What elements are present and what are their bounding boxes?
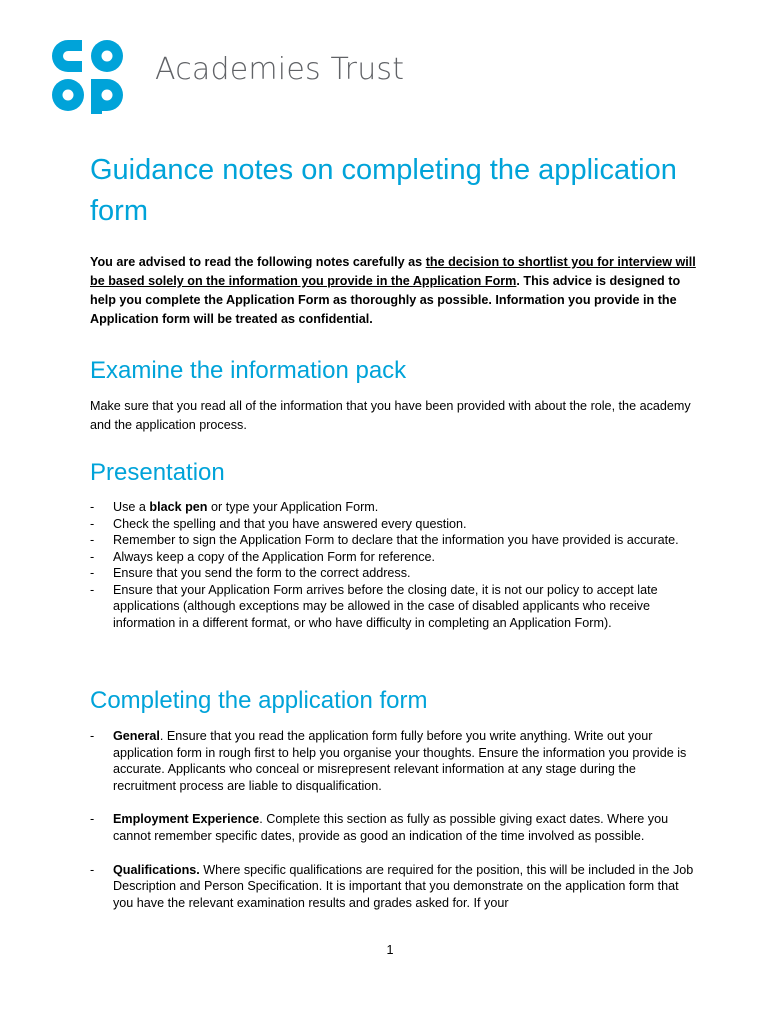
- list-dash: -: [90, 500, 95, 514]
- brand-name: Academies Trust: [155, 52, 405, 87]
- list-dash: -: [90, 729, 95, 743]
- list-dash: -: [90, 582, 95, 597]
- list-text: Remember to sign the Application Form to declare that the information you have provided is accurate.: [113, 533, 679, 547]
- list-dash: -: [90, 862, 95, 877]
- list-text: Always keep a copy of the Application Form for reference.: [113, 549, 436, 564]
- list-dash: -: [90, 812, 95, 827]
- list-bold-text: Employment Experience: [113, 812, 260, 827]
- list-item: [90, 499, 700, 516]
- list-text: Use a: [113, 500, 150, 514]
- list-item: [90, 549, 700, 566]
- list-text: or type your Application Form.: [207, 500, 379, 514]
- list-text: . Complete this section as fully as possible giving exact dates. Where you cannot remember specific dates, provide as good an indication of the time involved as possible.: [113, 812, 669, 843]
- list-item: [90, 862, 700, 912]
- section-heading-info-pack: Examine the information pack: [90, 357, 407, 384]
- completing-list: [90, 728, 700, 928]
- intro-text-1: You are advised to read the following notes carefully as: [90, 255, 426, 269]
- list-dash: -: [90, 549, 95, 564]
- list-item: [90, 811, 700, 844]
- list-text: Ensure that your Application Form arrives before the closing date, it is not our policy to accept late applications (although exceptions may be allowed in the case of disabled applicants who receive information in a different format, or who have difficulty in completing an Application Form).: [113, 582, 658, 630]
- intro-text-2: . This advice is designed to help you complete the Application Form as thoroughly as possible. Information you provide in the Application form will be treated as confidential.: [90, 274, 681, 326]
- list-item: [90, 532, 700, 549]
- presentation-list: [90, 499, 700, 631]
- info-pack-paragraph: Make sure that you read all of the information that you have been provided with about the role, the academy and the application process.: [90, 399, 691, 432]
- list-text: Check the spelling and that you have answered every question.: [113, 516, 467, 531]
- list-dash: -: [90, 533, 95, 547]
- intro-paragraph: [90, 253, 700, 329]
- list-item: [90, 728, 700, 794]
- page-number: 1: [386, 943, 394, 957]
- coop-logo: [50, 38, 126, 114]
- intro-underlined-text: the decision to shortlist you for interview will be based solely on the information you provide in the Application Form: [90, 255, 696, 288]
- list-text: Where specific qualifications are required for the position, this will be included in the Job Description and Person Specification. It is important that you demonstrate on the application form that you have the relevant examination results and grades asked for. If your: [113, 862, 694, 910]
- list-text: . Ensure that you read the application form fully before you write anything. Write out your application form in rough first to help you organise your thoughts. Ensure the information you provide is accurate. Applicants who conceal or misrepresent relevant information at any stage during the recruitment process are liable to disqualification.: [113, 729, 687, 793]
- list-item: [90, 516, 700, 533]
- page-title: Guidance notes on completing the application form: [90, 154, 677, 227]
- list-text: Ensure that you send the form to the correct address.: [113, 566, 411, 580]
- list-bold-text: General: [113, 729, 160, 743]
- section-heading-completing: Completing the application form: [90, 687, 428, 714]
- list-item: [90, 565, 700, 582]
- list-bold-text: Qualifications.: [113, 862, 200, 877]
- section-heading-presentation: Presentation: [90, 459, 225, 486]
- list-bold-text: black pen: [149, 500, 208, 514]
- list-dash: -: [90, 516, 95, 531]
- list-item: [90, 582, 700, 632]
- list-dash: -: [90, 566, 95, 580]
